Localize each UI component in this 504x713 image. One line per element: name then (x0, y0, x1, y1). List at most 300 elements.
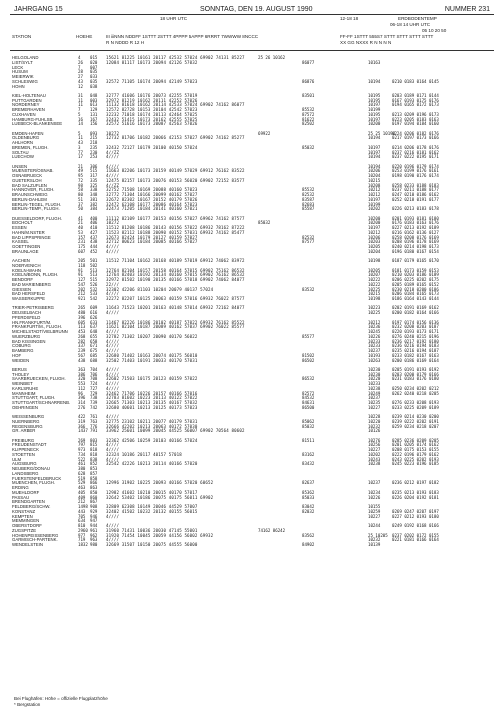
station-elevation: 437 (90, 234, 98, 240)
station-elevation: 688 (90, 357, 98, 363)
ground-group: 10225 (368, 310, 381, 315)
station-row (10, 85, 494, 90)
station-elevation: 708 (90, 376, 98, 382)
soil-temperatures: 0201 0193 0181 0180 (392, 215, 439, 221)
ground-group: 10263 (368, 357, 381, 363)
ground-group: 10220 (368, 376, 381, 382)
station-number: 553 (78, 381, 86, 386)
station-name: BRENDGARTEN (12, 499, 45, 505)
station-row (10, 543, 494, 548)
station-elevation: 609 (90, 305, 98, 311)
soil-temperatures: 0240 0214 0198 0173 (392, 244, 439, 249)
ground-group: 10226 (368, 333, 381, 339)
station-row (10, 359, 494, 364)
station-name: TRIER-PETRISBERG (12, 305, 55, 311)
station-name: ESSEN (12, 225, 27, 230)
station-elevation: 858 (90, 475, 98, 481)
ground-group: 10245 (368, 329, 381, 334)
station-number: 1832 (78, 542, 88, 547)
station-elevation: 348 (90, 192, 98, 197)
soil-temperatures: 0220 0196 0179 0174 (392, 163, 439, 169)
station-name: EMDEN-HAFEN (12, 130, 44, 136)
station-number: 607 (78, 248, 86, 254)
station-elevation: 852 (90, 461, 98, 467)
observation-groups: 10272 (106, 220, 120, 226)
ground-group: 10232 (368, 423, 381, 429)
station-number: 12 (78, 83, 83, 89)
soil-temperatures: 0226 0204 0192 0181 (392, 494, 439, 500)
station-elevation: 947 (90, 518, 98, 524)
soil-temperatures: 0206 0225 0202 0175 (392, 277, 439, 282)
observation-groups: 12764 82403 10192 20134 40160 57015 69902 76162 86532 (106, 272, 245, 278)
station-name: PFERDSFELD (12, 314, 41, 320)
observation-groups: 4//ZZ (106, 149, 120, 155)
observation-groups: 32665 71303 10213 20135 40167 57032 (106, 400, 198, 405)
station-elevation: 908 (90, 504, 98, 509)
soil-temperatures: 0233 0182 0167 0163 (392, 352, 439, 358)
station-elevation: 382 (90, 201, 98, 207)
station-name: HOHENPEISSENBERG (12, 532, 59, 538)
ground-group: 10200 (368, 121, 381, 127)
ground-group: 10194 (368, 163, 381, 169)
station-row (10, 207, 494, 212)
soil-temperatures: 0223 0205 0183 0163 (392, 116, 439, 122)
precip-group: 82532 (302, 234, 315, 240)
soil-temperatures: 0237 0202 0172 0155 (392, 532, 439, 538)
erd-label: ERDBODENTEMP (398, 16, 437, 21)
station-name: KASSEL (12, 239, 29, 245)
soil-temperatures: 0203 0200 0179 0166 (392, 371, 439, 377)
observation-groups: 4//// (106, 381, 120, 386)
station-number: 396 (78, 314, 86, 320)
station-elevation: 218 (90, 140, 98, 145)
station-name: FELDBERG/SCHW. (12, 504, 51, 509)
station-elevation: 215 (90, 135, 98, 141)
station-name: KEMPTEN (12, 513, 33, 519)
station-number: 113 (78, 324, 86, 330)
soil-temperatures: 0233 0225 0209 0189 (392, 404, 439, 410)
soil-temperatures: 0198 0190 0176 0174 (392, 173, 439, 178)
station-elevation: 704 (90, 366, 98, 372)
station-elevation: 533 (90, 291, 98, 297)
station-number: 7 (78, 64, 81, 70)
station-elevation: 761 (90, 414, 98, 419)
soil-temperatures: 0222 0196 0179 0162 (392, 451, 439, 457)
observation-groups: 4//ZZ (106, 182, 120, 188)
station-elevation: 438 (90, 239, 98, 245)
station-name: STOETTEN (12, 451, 35, 457)
station-name: KARLSRUHE (12, 385, 39, 391)
soil-temperatures: 0220 0193 0173 0171 (392, 329, 439, 334)
soil-temperatures: 0196 0180 0167 0154 (392, 248, 439, 254)
station-elevation: 980 (90, 542, 98, 547)
station-number: 405 (78, 489, 86, 495)
observation-groups: 4//// (106, 523, 120, 528)
station-number: 58 (78, 187, 83, 193)
precip-group: 85032 (302, 144, 315, 150)
station-name: MEMMINGEN (12, 518, 40, 524)
station-elevation: 866 (90, 480, 98, 486)
soil-temperatures: 0224 0206 0182 0176 (392, 130, 439, 136)
ground-group: 10202 (368, 451, 381, 457)
depths-label: 05 10 20 50 (422, 28, 447, 33)
station-number: 628 (78, 470, 86, 476)
station-name: HAHN/M.NSTER (12, 229, 45, 235)
station-number: 453 (78, 329, 86, 334)
soil-temperatures: 0227 0212 0193 0180 (392, 513, 439, 519)
station-elevation: 727 (90, 385, 98, 391)
observation-groups: 32772 71304 10166 20099 40162 57027 (106, 192, 198, 197)
ground-group: 10233 (368, 381, 381, 386)
ground-group: 10197 (368, 144, 381, 150)
station-number: 386 (78, 371, 86, 377)
precip-group: 86876 (302, 78, 315, 84)
soil-temperatures: 0276 0233 0208 0193 (392, 400, 439, 405)
station-elevation: 035 (90, 78, 98, 84)
station-number: 314 (78, 400, 86, 405)
soil-temperatures: 0214 0206 0178 0176 (392, 144, 439, 150)
precip-group: 87572 (302, 111, 315, 117)
soil-temperatures: 0200 0186 0169 0164 (392, 357, 439, 363)
station-number: 41 (78, 215, 83, 221)
station-number: 5 (78, 111, 81, 117)
station-name: MUENCHEN, FLUGH. (12, 480, 55, 486)
soil-temperatures: 0187 0179 0165 0170 (392, 258, 439, 263)
station-name: ERDING (12, 485, 29, 490)
station-name: MICHELSTADT/VIELBRUNN (12, 329, 68, 334)
observation-groups: 32777 41606 10176 20073 42255 57019 (106, 92, 198, 98)
soil-temperatures: 0206 0184 0165 0173 (392, 291, 439, 297)
soil-temperatures: 0167 0193 0175 0176 (392, 97, 439, 103)
station-number: 529 (78, 480, 86, 486)
soil-temperatures: 0276 0240 0215 0196 (392, 333, 439, 339)
ground-group: 10204 (368, 173, 381, 178)
station-number: 27 (78, 74, 83, 79)
station-name: LUEBECK-BLANKENSEE (12, 121, 63, 127)
station-table (10, 56, 494, 552)
precip-group: 83432 (302, 461, 315, 467)
ground-group: 10197 (368, 196, 381, 202)
station-number: 205 (78, 258, 86, 263)
station-elevation: 838 (90, 456, 98, 462)
ground-group: 10206 (368, 168, 381, 174)
observation-groups: 11512 81208 10186 20143 40156 57022 69932 78162 87222 (106, 225, 245, 230)
station-number: 14 (78, 121, 83, 127)
observation-groups: 4//// (106, 385, 120, 391)
station-name: PASSAU (12, 494, 30, 500)
soil-temperatures: 0208 0196 0178 0169 (392, 239, 439, 245)
station-number: 2960 (78, 527, 88, 533)
ground-group: 10276 (368, 437, 381, 443)
station-name: WEINBIET (12, 381, 33, 386)
station-elevation: 230 (90, 149, 98, 155)
ground-group: 10194 (368, 78, 381, 84)
station-number: 112 (78, 385, 86, 391)
station-elevation: 007 (90, 64, 98, 70)
observation-groups: 4//// (106, 248, 120, 254)
soil-temperatures: 0259 0234 0218 0207 (392, 423, 439, 429)
extra-group: 69922 (258, 130, 271, 136)
station-number: 3 (78, 144, 81, 150)
station-elevation: 513 (90, 267, 98, 273)
station-number: 43 (78, 140, 83, 145)
station-elevation: 763 (90, 418, 98, 424)
ground-group: 10200 (368, 220, 381, 226)
precip-group: 82683 (302, 201, 315, 207)
observation-groups: 12673 82424 10179 20127 40159 57027 (106, 234, 198, 240)
ground-group: 10195 (368, 111, 381, 117)
station-number: 734 (78, 451, 86, 457)
station-name: BAD MARIENBERG (12, 281, 51, 287)
station-number: 443 (78, 508, 86, 514)
soil-temperatures: 0237 0222 0195 0171 (392, 154, 439, 160)
station-number: 49 (78, 168, 83, 174)
observation-groups: 12764 82104 10157 20158 40164 57015 69902 75162 86532 (106, 267, 245, 273)
soil-temperatures: 0213 0209 0196 0173 (392, 111, 439, 117)
station-number: 21 (78, 163, 83, 169)
station-name: FRANKFURT/M., FLUGH. (12, 324, 63, 330)
soil-temperatures: 0243 0225 0202 0193 (392, 456, 439, 462)
ground-group: 10237 (368, 480, 381, 486)
observation-groups: 32602 71503 10175 20123 40159 57022 (106, 376, 198, 382)
observation-groups: 11621 82104 10187 20089 40162 57037 69902 76022 85577 (106, 324, 245, 330)
observation-groups: 15621 81225 10161 20117 42532 57024 69902 74131 85227 (106, 55, 245, 60)
observation-groups: 4//// (106, 244, 120, 249)
station-elevation: 033 (90, 74, 98, 79)
station-elevation: 633 (90, 319, 98, 325)
soil-temperatures: 0221 0181 0166 0164 (392, 537, 439, 543)
station-number: 605 (78, 319, 86, 325)
observation-groups: 4//// (106, 442, 120, 448)
station-name: GR. ARBER (12, 428, 36, 434)
soil-temperatures: 0208 0175 0153 0155 (392, 447, 439, 452)
station-name: NEUBERG/DONAU (12, 466, 50, 471)
ground-group: 10207 (368, 272, 381, 278)
station-elevation: 867 (90, 499, 98, 505)
station-name: HOHN (12, 83, 25, 89)
soil-temperatures: 0253 0199 0176 0161 (392, 168, 439, 174)
ground-group: 10195 (368, 97, 381, 103)
station-name: STUTTGART/SCHNARRENB. (12, 400, 71, 405)
observation-groups: 4//// (106, 456, 120, 462)
station-name: GARMISCH-PARTENK. (12, 537, 58, 543)
soil-temperatures: 0235 0216 0194 0187 (392, 348, 439, 353)
observation-groups: 32542 42226 10213 20114 40166 57020 (106, 461, 198, 467)
station-name: OEHRINGEN (12, 404, 39, 410)
precip-group: 82502 (302, 121, 315, 127)
precip-group: 86532 (302, 376, 315, 382)
station-elevation: 167 (90, 116, 98, 122)
station-group (10, 439, 494, 548)
precip-group: 81502 (302, 352, 315, 358)
station-elevation: 526 (90, 281, 98, 287)
ground-group: 10212 (368, 319, 381, 325)
station-number: 973 (78, 447, 86, 452)
precip-group: 86500 (302, 404, 315, 410)
station-elevation: 235 (90, 144, 98, 150)
volume-label: JAHRGANG 15 (14, 6, 63, 13)
obs-codes: III iiiNNN NDDFF 1STTT 2STTT 4PPPP 5APPP 6RRRT 7WWWW 8NCCC (106, 34, 259, 39)
station-number: 719 (78, 537, 86, 543)
observation-groups: 11523 82112 10188 20090 40152 57031 69932 74162 85477 (106, 229, 245, 235)
ground-group: 10225 (368, 286, 381, 292)
observation-groups: 4//// (106, 366, 120, 372)
station-name: BOCHOLT (12, 220, 33, 226)
station-group (10, 306, 494, 363)
ground-group: 10195 (368, 92, 381, 98)
station-number: 231 (78, 239, 86, 245)
ground-group: 10193 (368, 352, 381, 358)
precip-group: 84902 (302, 542, 315, 547)
observation-groups: 4//// (106, 348, 120, 353)
observation-groups: 32572 71105 10174 20094 42149 57023 (106, 78, 198, 84)
observation-groups: 12475 82157 10173 20076 40153 56020 69902 72152 83577 (106, 177, 245, 183)
ground-group: 10155 (368, 504, 381, 509)
soil-temperatures: 0227 0213 0192 0189 (392, 225, 439, 230)
station-number: 43 (78, 78, 83, 84)
station-elevation: 452 (90, 248, 98, 254)
observation-groups: 32232 71018 10174 20113 42464 57025 (106, 111, 198, 117)
ground-group: 10208 (368, 182, 381, 188)
ground-group: 10235 (368, 400, 381, 405)
footnote-line-1: Bei Flughäfen: Höhe = offizielle Flugplatzhöhe (14, 696, 108, 701)
station-row (10, 429, 494, 434)
station-number: 547 (78, 281, 86, 287)
station-number: 463 (78, 485, 86, 490)
observation-groups: 32402 41502 10232 20132 40155 56015 (106, 508, 198, 514)
station-number: 567 (78, 352, 86, 358)
station-elevation: 131 (90, 111, 98, 117)
station-elevation: 501 (90, 258, 98, 263)
time-codes: 12-18 18 (340, 16, 359, 21)
soil-temperatures: 0203 0189 0171 0144 (392, 92, 439, 98)
station-name: WASSERKUPPE (12, 296, 46, 301)
observation-groups: 33962 25601 10099 20045 44525 56007 69902 70564 80602 (106, 428, 245, 434)
obs-sub: R N NDDD R 12 H (106, 40, 145, 45)
soil-temperatures: 0201 0205 0174 0162 (392, 442, 439, 448)
ground-group: 10212 (368, 229, 381, 235)
station-elevation: 048 (90, 92, 98, 98)
station-number: 705 (78, 513, 86, 519)
station-number: 28 (78, 69, 83, 75)
ground-group: 10212 (368, 192, 381, 197)
station-group (10, 56, 494, 89)
station-name: WUERZBURG (12, 333, 41, 339)
soil-temperatures: 0205 0189 0165 0152 (392, 281, 439, 287)
station-elevation: 962 (90, 532, 98, 538)
observation-groups: 12572 82728 10153 20104 42542 57023 (106, 107, 198, 112)
precip-group: 85362 (302, 489, 315, 495)
utc-label: 06-18 14 UHR UTC (390, 22, 431, 27)
station-elevation: 253 (90, 154, 98, 160)
observation-groups: 32666 42202 10213 20063 40172 57030 (106, 423, 198, 429)
station-name: KONSTANZ (12, 508, 36, 514)
station-name: BENDORF (12, 277, 34, 282)
station-number: 72 (78, 177, 83, 183)
station-elevation: 850 (90, 489, 98, 495)
station-number: 276 (78, 404, 86, 410)
station-row (10, 250, 494, 255)
station-number: 461 (78, 461, 86, 467)
precip-group: 83162 (302, 451, 315, 457)
precip-group: 83562 (302, 532, 315, 538)
station-elevation: 857 (90, 470, 98, 476)
station-number: 96 (78, 390, 83, 396)
station-elevation: 648 (90, 329, 98, 334)
station-number: 977 (78, 532, 86, 538)
station-name: SOLTAU (12, 149, 29, 155)
station-number: 320 (78, 376, 86, 382)
station-elevation: 515 (90, 277, 98, 282)
soil-temperatures: 0186 0164 0143 0144 (392, 296, 439, 301)
station-number: 396 (78, 395, 86, 401)
observation-groups: 12732 81706 10182 20066 42153 57027 69902 74162 85277 (106, 135, 245, 141)
soil-temperatures: 0262 0240 0218 0205 (392, 390, 439, 396)
station-name: BAD LIPPSPRINGE (12, 234, 51, 240)
ground-group: 10259 (368, 508, 381, 514)
station-number: 337 (78, 343, 86, 349)
station-name: LIST/SYLT (12, 59, 33, 65)
soil-temperatures: 0269 0247 0207 0197 (392, 508, 439, 514)
observation-groups: 32972 81219 10162 20111 42252 57026 (106, 97, 198, 103)
observation-groups: 32972 81502 10190 20135 40166 57018 69902 74062 84077 (106, 277, 245, 282)
station-elevation: 963 (90, 537, 98, 543)
station-elevation: 020 (90, 59, 98, 65)
observation-groups: 4//// (106, 513, 120, 519)
ground-group: 10215 (368, 177, 381, 183)
station-number: 212 (78, 291, 86, 297)
station-name: NORDERNEY (12, 102, 40, 108)
soil-temperatures: 0200 0182 0164 0166 (392, 310, 439, 315)
ground-group: 10163 (368, 59, 381, 65)
station-elevation: 317 (90, 173, 98, 178)
station-elevation: 675 (90, 348, 98, 353)
station-number: 282 (78, 338, 86, 344)
observation-groups: 12982 41602 10210 20015 40170 57017 (106, 489, 198, 495)
ground-group: 10233 (368, 338, 381, 344)
ground-group: 10139 (368, 542, 381, 547)
soil-temperatures: 0236 0212 0197 0182 (392, 480, 439, 486)
station-group (10, 165, 494, 213)
soil-temperatures: 0249 0192 0168 0166 (392, 523, 439, 528)
ground-group: 10228 (368, 414, 381, 419)
station-number: 268 (78, 333, 86, 339)
station-name: REGENSBURG (12, 423, 43, 429)
station-elevation: 961 (90, 527, 98, 533)
station-number: 212 (78, 499, 86, 505)
station-name: FREUDENSTADT (12, 442, 47, 448)
precip-group: 81622 (302, 116, 315, 122)
observation-groups: 32324 10186 20117 40157 57018 (106, 451, 182, 457)
station-name: MUEHLDORF (12, 489, 40, 495)
station-name: FREIBURG (12, 437, 35, 443)
station-name: AACHEN (12, 258, 30, 263)
ground-group: 10197 (368, 102, 381, 108)
soil-temperatures: 0236 0216 0194 0183 (392, 343, 439, 349)
issue-number: NUMMER 231 (444, 6, 490, 13)
station-name: BERUS (12, 366, 27, 372)
soil-temperatures: 0232 0208 0203 0187 (392, 324, 439, 330)
observation-groups: 31960 71431 10036 20030 47145 55001 (106, 527, 198, 533)
station-name: HAMBURG-FUHLSB. (12, 116, 54, 122)
station-number: 17 (78, 154, 83, 160)
station-number: 51 (78, 196, 83, 202)
ground-group: 10256 (368, 442, 381, 448)
station-name: PUTTGARDEN (12, 97, 42, 103)
soil-temperatures: 0216 0162 0136 0127 (392, 229, 439, 235)
soil-temperatures: 0285 0236 0209 0205 (392, 437, 439, 443)
precip-group: 82532 (302, 192, 315, 197)
